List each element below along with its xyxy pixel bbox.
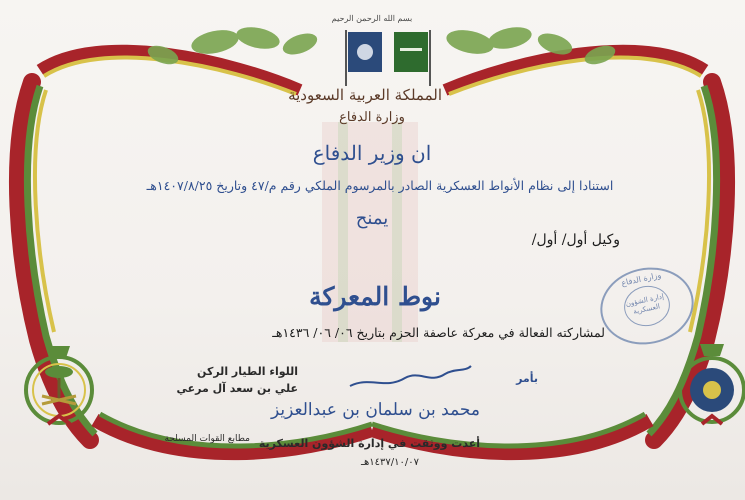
army-emblem-icon bbox=[18, 338, 100, 436]
stamp-inner-text: إدارة الشؤون العسكرية bbox=[624, 292, 665, 316]
basmala-text: بسم الله الرحمن الرحيم bbox=[331, 14, 413, 23]
minister-heading: ان وزير الدفاع bbox=[312, 141, 432, 165]
footer-date: ١٤٣٧/١٠/٠٧هـ bbox=[361, 457, 419, 468]
recipient-line: وكيل أول/ أول/ bbox=[531, 232, 620, 248]
grant-word: يمنح bbox=[355, 208, 389, 229]
signature-center-name: محمد بن سلمان بن عبدالعزيز bbox=[271, 400, 480, 420]
reason-line: لمشاركته الفعالة في معركة عاصفة الحزم بتاريخ ٠٦/ ٠٦/ ١٤٣٦هـ bbox=[272, 325, 605, 340]
signature-left-name: علي بن سعد آل مرعي bbox=[176, 382, 298, 395]
prepared-line: أعدت ووثقت في إدارة الشؤون العسكرية bbox=[258, 437, 480, 450]
medal-title: نوط المعركة bbox=[309, 282, 441, 311]
printer-text: مطابع القوات المسلحة bbox=[164, 434, 250, 444]
signature-left-title: اللواء الطيار الركن bbox=[197, 365, 298, 378]
by-order-text: بأمر bbox=[516, 372, 538, 385]
air-defense-emblem-icon bbox=[672, 336, 745, 434]
stamp-text: وزارة الدفاع bbox=[620, 270, 662, 288]
signature-scrawl-icon bbox=[345, 358, 475, 398]
decree-line: استنادا إلى نظام الأنواط العسكرية الصادر بالمرسوم الملكي رقم م/٤٧ وتاريخ ١٤٠٧/٨/٢٥هـ bbox=[146, 178, 614, 193]
kingdom-title: المملكة العربية السعودية bbox=[288, 86, 442, 104]
flags-emblem-icon bbox=[338, 24, 438, 90]
ministry-title: وزارة الدفاع bbox=[339, 110, 405, 125]
